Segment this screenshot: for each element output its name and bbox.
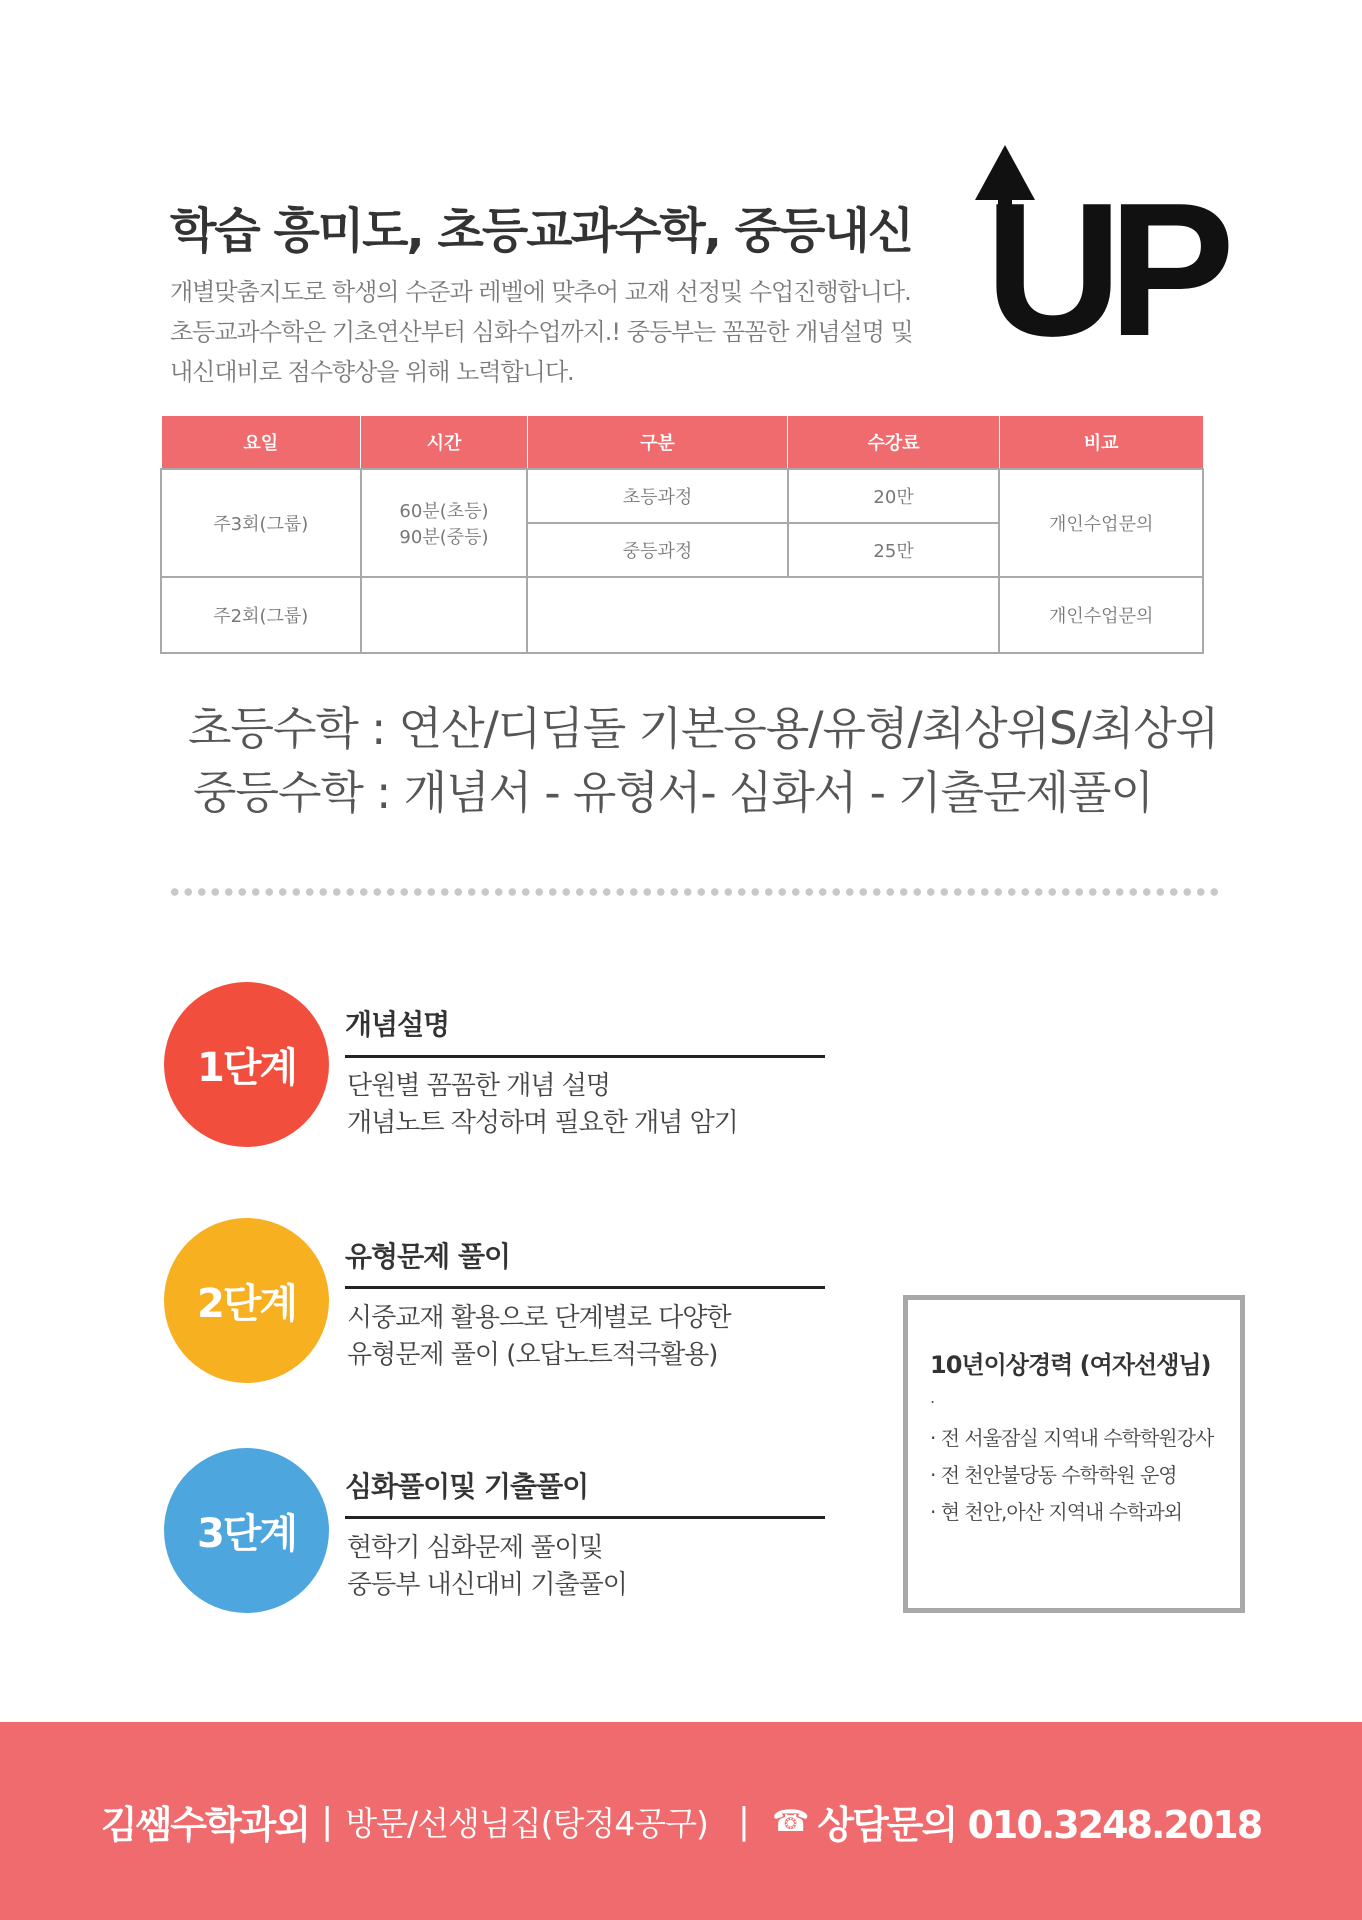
- up-graphic: [975, 145, 1221, 376]
- header-time: 시간: [361, 416, 528, 470]
- cell-day: 주2회(그룹): [161, 577, 361, 653]
- step-2-body: [347, 1300, 731, 1374]
- career-title: 10년이상경력 (여자선생님): [930, 1351, 1211, 1379]
- footer-separator: |: [737, 1800, 751, 1842]
- step-1-title: 개념설명: [345, 1008, 450, 1041]
- step-3-line-1: 현학기 심화문제 풀이및: [347, 1533, 603, 1563]
- career-item: · 전 서울잠실 지역내 수학학원강사: [930, 1426, 1214, 1450]
- description-line-1: 개별맞춤지도로 학생의 수준과 레벨에 맞추어 교재 선정및 수업진행합니다.: [170, 278, 911, 306]
- step-3-underline: [345, 1516, 825, 1519]
- phone-icon: ☎: [772, 1803, 810, 1839]
- footer-separator: |: [321, 1800, 334, 1842]
- description: [170, 272, 913, 392]
- step-1-underline: [345, 1055, 825, 1058]
- step-1-body: [347, 1068, 738, 1142]
- career-item: · 현 천안,아산 지역내 수학과외: [930, 1500, 1182, 1524]
- step-1-line-2: 개념노트 작성하며 필요한 개념 암기: [347, 1108, 738, 1138]
- table-row: [161, 469, 1203, 523]
- cell-fee-elementary: 20만: [788, 469, 1000, 523]
- step-3-line-2: 중등부 내신대비 기출풀이: [347, 1570, 627, 1600]
- cell-note: 개인수업문의: [999, 469, 1203, 577]
- time-middle: 90분(중등): [399, 527, 489, 548]
- cell-course-middle: 중등과정: [527, 523, 787, 577]
- cell-course-elementary: 초등과정: [527, 469, 787, 523]
- career-list: [930, 1420, 1213, 1531]
- description-line-2: 초등교과수학은 기초연산부터 심화수업까지.! 중등부는 꼼꼼한 개념설명 및: [170, 318, 913, 346]
- step-3-body: [347, 1530, 627, 1604]
- header-day: 요일: [161, 416, 361, 470]
- cell-day: 주3회(그룹): [161, 469, 361, 577]
- career-item: · 전 천안불당동 수학학원 운영: [930, 1463, 1177, 1487]
- headline: 학습 흥미도, 초등교과수학, 중등내신: [170, 203, 913, 259]
- header-fee: 수강료: [788, 416, 1000, 470]
- step-2-underline: [345, 1286, 825, 1289]
- step-2-line-1: 시중교재 활용으로 단계별로 다양한: [347, 1303, 731, 1333]
- header-note: 비교: [999, 416, 1203, 470]
- step-2-badge: 2단계: [164, 1218, 329, 1383]
- curriculum-elementary: 초등수학 : 연산/디딤돌 기본응용/유형/최상위S/최상위: [188, 702, 1219, 755]
- career-dot: .: [930, 1388, 936, 1407]
- table-row: [161, 577, 1203, 653]
- footer-brand-name: 김쌤수학과외: [100, 1802, 310, 1847]
- step-1-line-1: 단원별 꼼꼼한 개념 설명: [347, 1071, 610, 1101]
- description-line-3: 내신대비로 점수향상을 위해 노력합니다.: [170, 358, 574, 386]
- step-3-title: 심화풀이및 기출풀이: [345, 1470, 589, 1503]
- step-2-line-2: 유형문제 풀이 (오답노트적극활용): [347, 1340, 718, 1370]
- cell-time: [361, 577, 528, 653]
- table-header-row: [161, 416, 1203, 470]
- cell-note: 개인수업문의: [999, 577, 1203, 653]
- career-box: [903, 1295, 1245, 1613]
- step-2-title: 유형문제 풀이: [345, 1240, 511, 1273]
- cell-fee-middle: 25만: [788, 523, 1000, 577]
- footer-address: 방문/선생님집(탕정4공구): [345, 1803, 708, 1843]
- footer-phone[interactable]: 상담문의 010.3248.2018: [817, 1802, 1262, 1847]
- step-3-badge: 3단계: [164, 1448, 329, 1613]
- step-1-badge: 1단계: [164, 982, 329, 1147]
- footer-banner: [0, 1722, 1362, 1920]
- curriculum-middle: 중등수학 : 개념서 - 유형서- 심화서 - 기출문제풀이: [193, 766, 1153, 819]
- cell-course: [527, 577, 999, 653]
- up-text: UP: [985, 164, 1221, 376]
- cell-time: [361, 469, 528, 577]
- price-table: [160, 415, 1204, 654]
- time-elementary: 60분(초등): [399, 501, 489, 522]
- header-course: 구분: [527, 416, 787, 470]
- dotted-divider: [168, 887, 1220, 897]
